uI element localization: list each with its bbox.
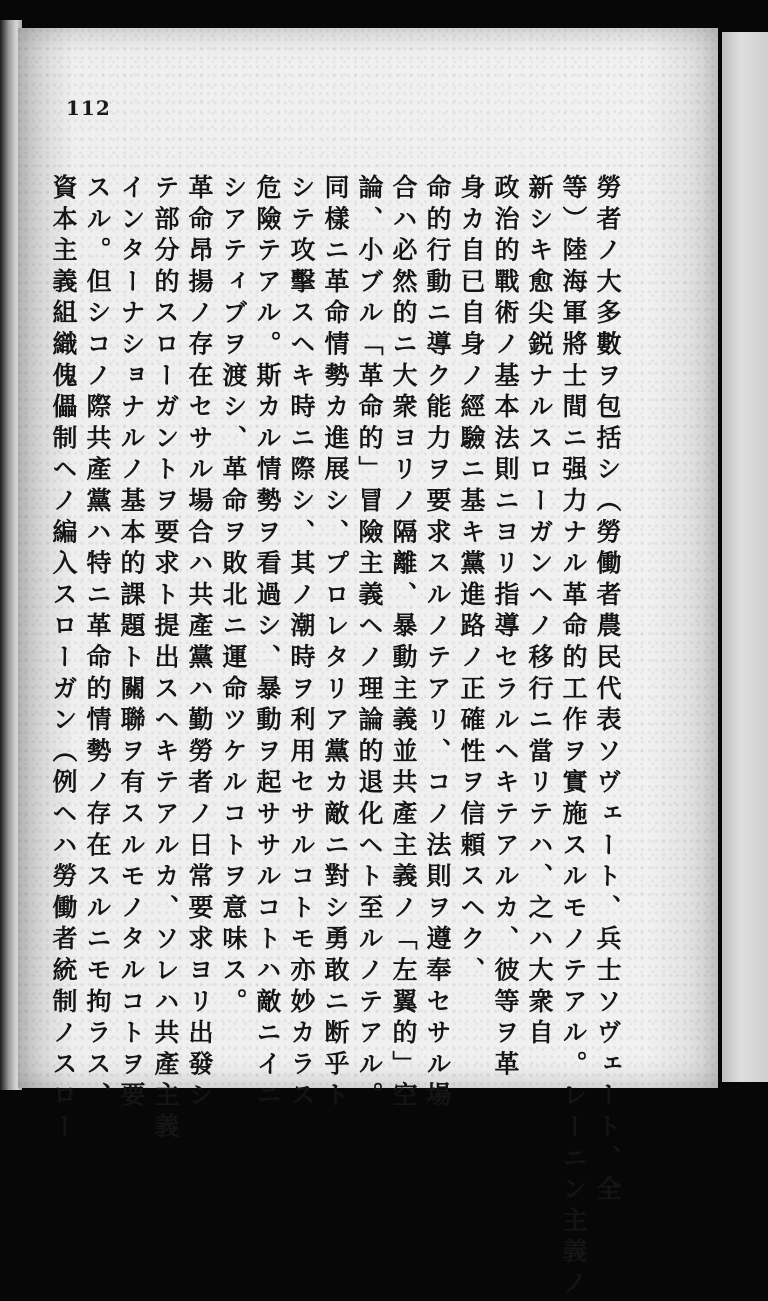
text-column-12: シアティブヲ渡シ、革命ヲ敗北ニ運命ツケルコトヲ意味ス。 bbox=[219, 174, 248, 1020]
text-column-6: 命的行動ニ導ク能力ヲ要求スルノテアリ、コノ法則ヲ遵奉セサル場 bbox=[423, 174, 452, 1113]
text-column-8: 論、小ブル「革命的」冒險主義ヘノ理論的退化ヘト至ルノテアル。 bbox=[355, 174, 384, 1113]
text-column-2: 等）陸海軍將士間ニ强力ナル革命的工作ヲ實施スルモノテアル。レーニン主義ノ bbox=[559, 174, 588, 1301]
text-column-9: 同樣ニ革命情勢カ進展シ、プロレタリア黨カ敵ニ對シ勇敢ニ断乎ト bbox=[321, 174, 350, 1113]
text-column-10: シテ攻擊スヘキ時ニ際シ、其ノ潮時ヲ利用セサルコトモ亦妙カラス bbox=[287, 174, 316, 1113]
text-column-13: 革命昂揚ノ存在セサル場合ハ共產黨ハ勤勞者ノ日常要求ヨリ出發シ bbox=[185, 174, 214, 1113]
text-column-5: 身カ自已自身ノ經驗ニ基キ黨進路ノ正確性ヲ信頼スヘク、 bbox=[457, 174, 486, 988]
text-column-14: テ部分的スローガントヲ要求ト提出スヘキテアルカ、ソレハ共產主義 bbox=[151, 174, 180, 1145]
text-column-3: 新シキ愈尖鋭ナルスローガンヘノ移行ニ當リテハ、之ハ大衆自 bbox=[525, 174, 554, 1051]
adjacent-page-edge bbox=[722, 32, 768, 1082]
text-column-17: 資本主義組織傀儡制ヘノ編入スローガン（例ヘハ勞働者統制ノスロー bbox=[49, 174, 78, 1145]
text-column-11: 危險テアル。斯カル情勢ヲ看過シ、暴動ヲ起ササルコトハ敵ニイニ bbox=[253, 174, 282, 1113]
text-column-7: 合ハ必然的ニ大衆ヨリノ隔離、暴動主義並共產主義ノ「左翼的」空 bbox=[389, 174, 418, 1113]
text-column-4: 政治的戰術ノ基本法則ニヨリ指導セラルヘキテアルカ、彼等ヲ革 bbox=[491, 174, 520, 1082]
page-number: 112 bbox=[66, 96, 111, 120]
text-column-1: 勞者ノ大多數ヲ包括シ（勞働者農民代表ソヴェート、兵士ソヴェート、全 bbox=[593, 174, 622, 1207]
text-column-16: スル。但シコノ際共產黨ハ特ニ革命的情勢ノ存在スルニモ拘ラス、 bbox=[83, 174, 112, 1113]
text-column-15: インターナショナルノ基本的課題ト關聯ヲ有スルモノタルコトヲ要 bbox=[117, 174, 146, 1113]
